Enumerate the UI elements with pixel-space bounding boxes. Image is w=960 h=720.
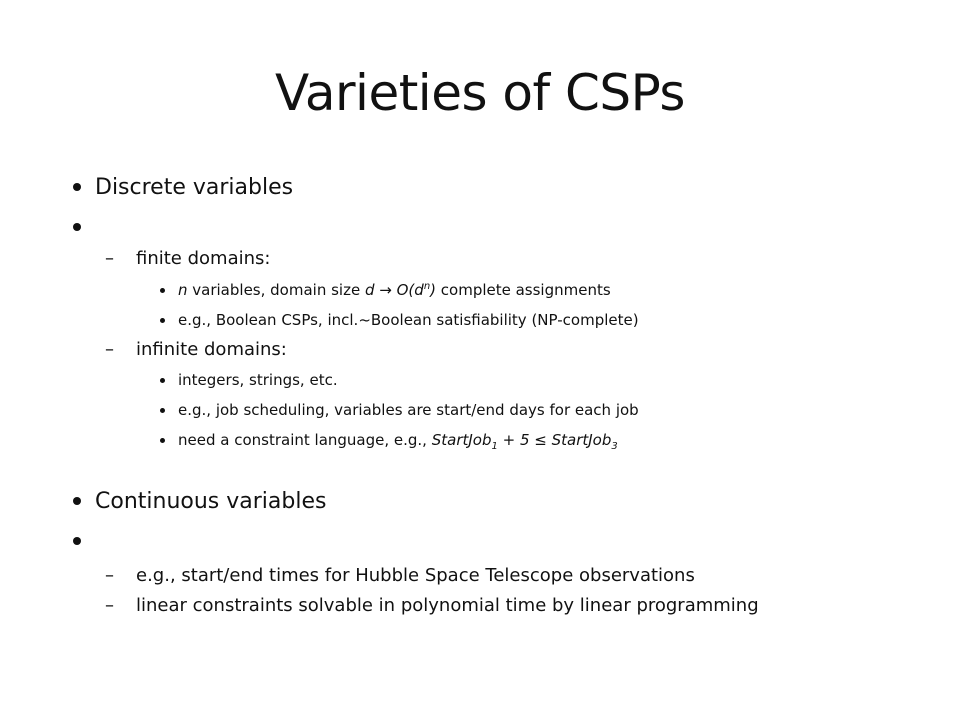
- continuous-item-1: e.g., start/end times for Hubble Space Telescope observations: [136, 565, 695, 586]
- finite-item-2: e.g., Boolean CSPs, incl.~Boolean satisfiability (NP-complete): [178, 311, 639, 329]
- finite-item-1: [178, 279, 611, 301]
- dash-icon: –: [105, 565, 114, 586]
- bullet-icon: [160, 438, 165, 443]
- infinite-item-3: need a constraint language, e.g., StartJob$_1$ + 5 ≤ StartJob$_3$: [178, 431, 618, 452]
- bullet-icon: [73, 537, 81, 545]
- infinite-item-1: integers, strings, etc.: [178, 371, 338, 389]
- text: variables, domain size: [187, 281, 365, 299]
- bullet-icon: [160, 318, 165, 323]
- infinite-domains-label: infinite domains:: [136, 339, 287, 360]
- dash-icon: –: [105, 339, 114, 360]
- dash-icon: –: [105, 248, 114, 269]
- bullet-icon: [160, 378, 165, 383]
- complexity: $O(d^n)$: [396, 281, 437, 299]
- var-d: d: [364, 281, 375, 299]
- infinite-item-2: e.g., job scheduling, variables are start/end days for each job: [178, 401, 639, 419]
- continuous-heading: Continuous variables: [95, 489, 327, 514]
- dash-icon: –: [105, 595, 114, 616]
- arrow-icon: →: [379, 281, 392, 299]
- slide-title: Varieties of CSPs: [275, 64, 685, 122]
- bullet-icon: [73, 183, 81, 191]
- discrete-heading: Discrete variables: [95, 175, 294, 200]
- bullet-icon: [160, 408, 165, 413]
- var-n: n: [178, 281, 188, 299]
- bullet-icon: [160, 288, 165, 293]
- continuous-item-2: linear constraints solvable in polynomial time by linear programming: [136, 595, 759, 616]
- finite-domains-label: finite domains:: [136, 248, 271, 269]
- text: complete assignments: [436, 281, 611, 299]
- bullet-icon: [73, 497, 81, 505]
- bullet-icon: [73, 223, 81, 231]
